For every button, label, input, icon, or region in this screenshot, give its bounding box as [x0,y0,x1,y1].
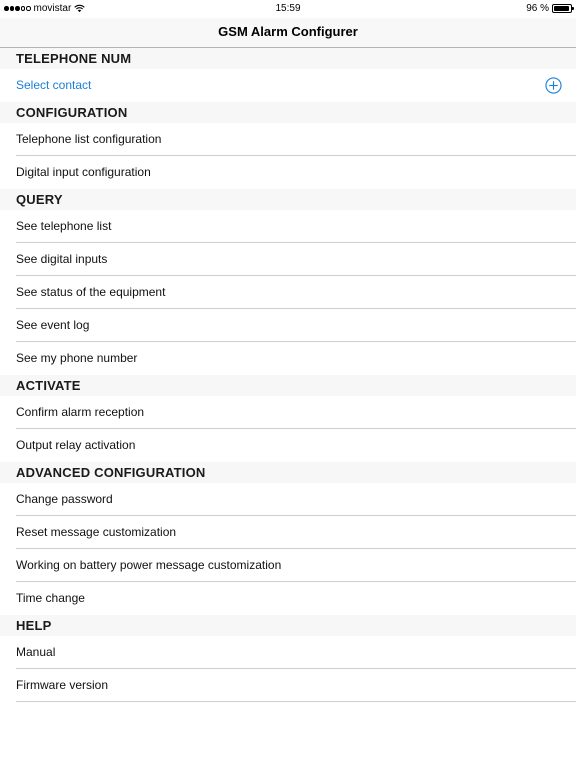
plus-circle-icon[interactable] [545,77,562,94]
status-time: 15:59 [275,3,301,14]
list-item-manual[interactable] [0,636,576,669]
list-item-confirm-alarm-reception[interactable] [0,396,576,429]
battery-icon [552,4,572,13]
list-item-output-relay-activation[interactable] [0,429,576,462]
list-item-firmware-version[interactable] [0,669,576,702]
list-item-label: Firmware version [16,678,109,692]
list-item-label: See event log [16,318,90,332]
list-item-label: See status of the equipment [16,285,166,299]
list-item-label: Working on battery power message customization [16,558,282,572]
list-item-label: Manual [16,645,56,659]
list-item-reset-message[interactable] [0,516,576,549]
list-item-label: Output relay activation [16,438,136,452]
list-item-battery-message[interactable] [0,549,576,582]
list-item-telephone-list-configuration[interactable] [0,123,576,156]
list-item-label: Reset message customization [16,525,177,539]
section-header-telephone: TELEPHONE NUM [0,48,576,69]
list-item-see-my-phone-number[interactable] [0,342,576,375]
list-item-label: See my phone number [16,351,138,365]
settings-table [0,48,576,702]
list-item-label: Confirm alarm reception [16,405,145,419]
navigation-bar [0,18,576,48]
select-contact-label: Select contact [16,78,92,92]
list-item-label: Digital input configuration [16,165,151,179]
list-item-label: Telephone list configuration [16,132,162,146]
section-header-help: HELP [0,615,576,636]
section-header-advanced: ADVANCED CONFIGURATION [0,462,576,483]
list-item-see-status[interactable] [0,276,576,309]
list-item-see-event-log[interactable] [0,309,576,342]
list-item-see-telephone-list[interactable] [0,210,576,243]
list-item-digital-input-configuration[interactable] [0,156,576,189]
list-item-label: See digital inputs [16,252,108,266]
list-item-label: Time change [16,591,85,605]
battery-percent: 96 % [526,3,549,14]
status-right [526,3,572,14]
select-contact-row[interactable] [0,69,576,102]
status-bar [0,0,576,18]
list-item-label: Change password [16,492,113,506]
section-header-configuration: CONFIGURATION [0,102,576,123]
section-header-query: QUERY [0,189,576,210]
list-item-label: See telephone list [16,219,112,233]
section-header-activate: ACTIVATE [0,375,576,396]
page-title: GSM Alarm Configurer [218,24,358,39]
list-item-time-change[interactable] [0,582,576,615]
carrier-name: movistar [33,3,72,14]
list-item-see-digital-inputs[interactable] [0,243,576,276]
list-item-change-password[interactable] [0,483,576,516]
